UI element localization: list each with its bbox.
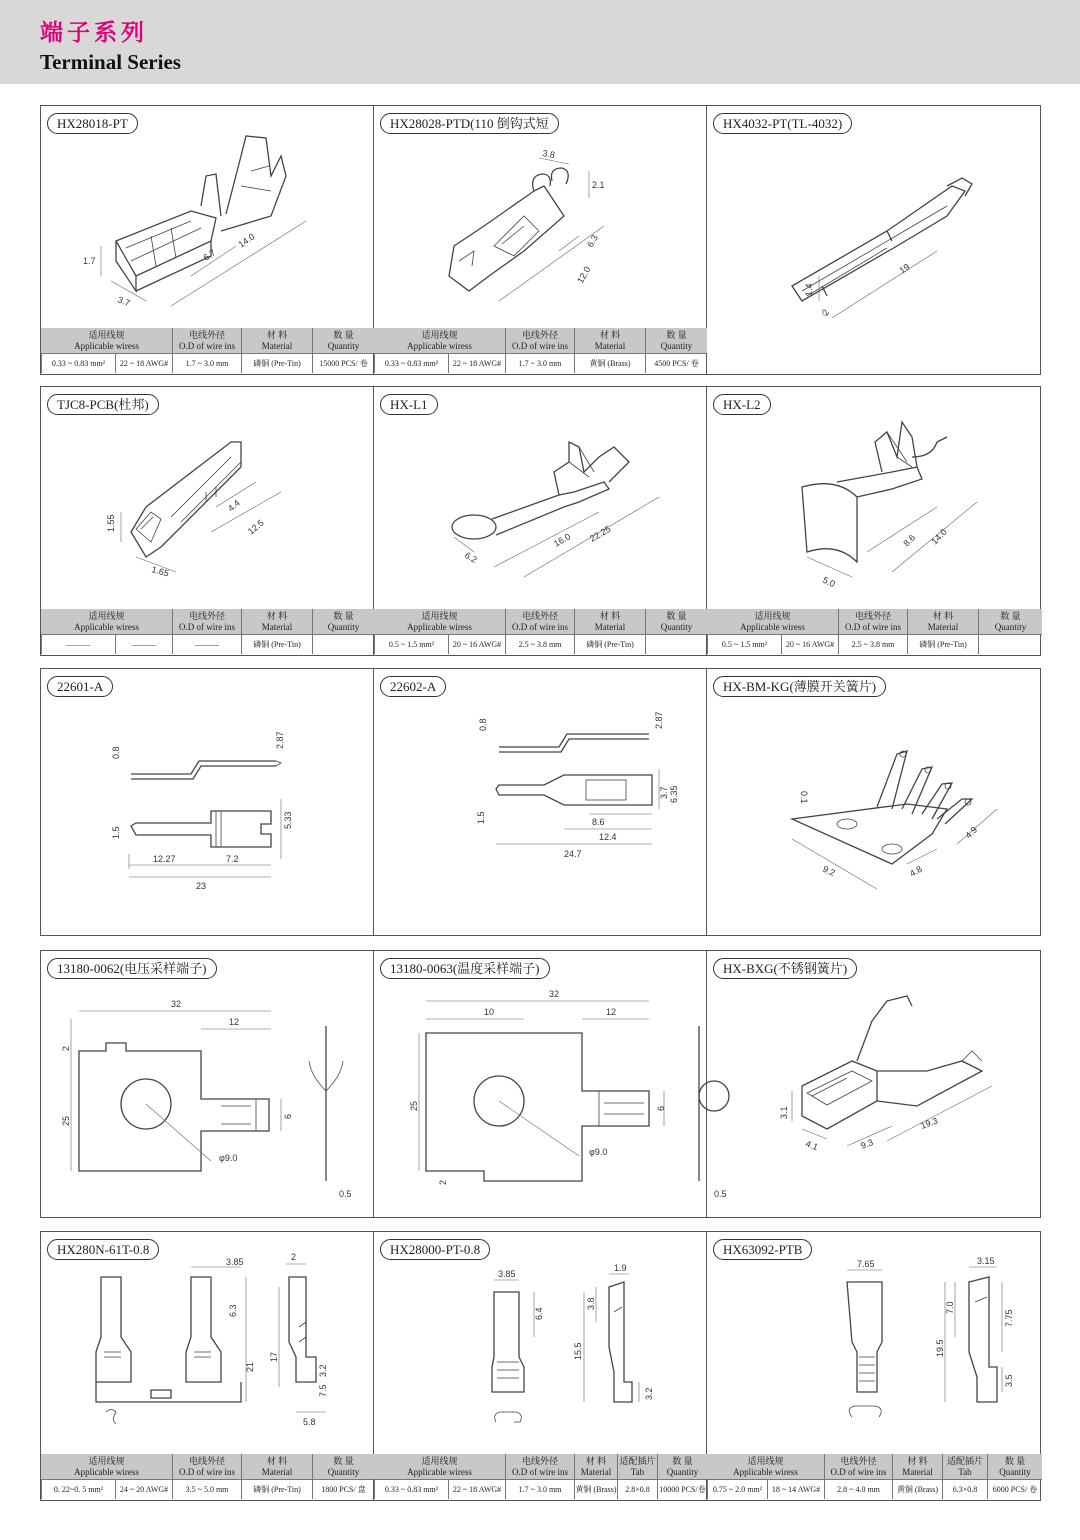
dim-label: 7.75 [1004,1309,1014,1327]
title-english: Terminal Series [40,50,181,74]
dim-label: 6 [283,1113,293,1119]
dim-label: 16.0 [552,531,573,549]
dim-label: 3.85 [498,1269,516,1279]
product-name: 22601-A [47,676,113,697]
value-material: 黄铜 (Brass) [574,354,645,373]
dim-label: 14.0 [236,231,257,250]
header-od: 电线外径 O.D of wire ins [505,609,574,634]
value-quantity: 10000 PCS/卷 [657,1480,707,1499]
value-tab: 2.8×0.8 [617,1480,657,1499]
header-material: 材 料 Material [574,328,645,353]
header-od: 电线外径 O.D of wire ins [172,609,241,634]
dim-label: 8.6 [901,532,918,549]
value-quantity [978,635,1042,654]
value-material: 磷铜 (Pre-Tin) [574,635,645,654]
product-13180-0062 [41,951,374,1217]
dim-label: 1.65 [150,564,171,579]
product-name: HX63092-PTB [713,1239,812,1260]
dim-label: 12 [606,1007,617,1017]
page-header [0,0,1080,84]
dim-label: 3.85 [226,1257,244,1267]
dim-label: 15.5 [573,1342,583,1360]
value-wire-mm: 0.33 ~ 0.83 mm² [374,1480,448,1499]
value-quantity [312,635,374,654]
terminal-drawing [41,136,373,326]
dim-label: 3.1 [779,1106,789,1119]
product-name: 13180-0062(电压采样端子) [47,958,217,979]
dim-label: 3.2 [644,1387,654,1400]
dim-label: 4.4 [225,497,242,514]
dim-label: 0.1 [799,791,809,804]
dim-label: 6.7 [201,247,218,263]
value-quantity [645,635,707,654]
product-name: HX28028-PTD(110 倒钩式短 [380,113,559,134]
dim-label: 32 [549,989,560,999]
dim-label: 19.3 [919,1115,940,1131]
dim-label: 7.65 [857,1259,875,1269]
product-name: HX280N-61T-0.8 [47,1239,159,1260]
header-quantity: 数 量 Quantity [645,328,707,353]
dim-label: 2.87 [654,711,664,729]
dim-label: 25 [61,1115,71,1126]
header-quantity: 数 量 Quantity [645,609,707,634]
spec-table [41,609,373,655]
product-hx63092-ptb [707,1232,1042,1500]
value-quantity: 1800 PCS/ 盘 [312,1480,374,1499]
value-od: 2.5 ~ 3.8 mm [505,635,574,654]
dim-label: 6.3 [228,1304,238,1317]
dim-label: 3.8 [541,148,556,161]
dim-label: 21 [245,1361,255,1372]
value-wire-mm: ——— [41,635,115,654]
header-od: 电线外径 O.D of wire ins [172,1454,241,1479]
terminal-drawing [707,699,1039,931]
dim-label: 3.5 [1004,1374,1014,1387]
value-awg: 22 ~ 18 AWG# [448,354,505,373]
header-od: 电线外径 O.D of wire ins [824,1454,892,1479]
value-quantity: 6000 PCS/ 卷 [987,1480,1042,1499]
dim-label: φ9.0 [589,1147,608,1157]
product-hx-l2 [707,387,1042,655]
header-material: 材 料 Material [892,1454,942,1479]
value-tab: 6.3×0.8 [942,1480,987,1499]
header-od: 电线外径 O.D of wire ins [172,328,241,353]
value-od: 2.5 ~ 3.8 mm [838,635,907,654]
dim-label: 7.5 [318,1384,328,1397]
dim-label: 6.4 [534,1307,544,1320]
spec-table [707,609,1042,655]
dim-label: 8.6 [592,817,605,827]
header-material: 材 料 Material [241,1454,312,1479]
value-material: 磷铜 (Pre-Tin) [241,354,312,373]
title-chinese: 端子系列 [40,20,148,46]
row-1 [40,105,1041,375]
dim-label: 12 [229,1017,240,1027]
value-od: ——— [172,635,241,654]
dim-label: 17 [269,1351,279,1362]
product-hx280n-61t [41,1232,374,1500]
value-od: 1.7 ~ 3.0 mm [505,354,574,373]
header-quantity: 数 量 Quantity [978,609,1042,634]
row-4 [40,950,1041,1218]
dim-label: 0.5 [339,1189,352,1199]
product-hx28028-ptd [374,106,707,374]
value-wire-mm: 0.5 ~ 1.5 mm² [707,635,781,654]
dim-label: 2 [291,1252,297,1262]
value-wire-mm: 0.33 ~ 0.83 mm² [374,354,448,373]
spec-table [707,1454,1042,1500]
value-awg: ——— [115,635,172,654]
dim-label: 5.0 [821,574,837,590]
dim-label: 1.5 [111,826,121,839]
header-material: 材 料 Material [241,328,312,353]
row-2 [40,386,1041,656]
header-wire: 适用线规 Applicable wiress [374,609,505,634]
spec-table [374,609,706,655]
dim-label: 14.0 [929,526,949,547]
product-name: HX28000-PT-0.8 [380,1239,490,1260]
header-wire: 适用线规 Applicable wiress [41,328,172,353]
dim-label: φ9.0 [219,1153,238,1163]
product-hx-l1 [374,387,707,655]
header-quantity: 数 量 Quantity [987,1454,1042,1479]
dim-label: 7.2 [226,854,239,864]
value-od: 1.7 ~ 3.0 mm [172,354,241,373]
dim-label: 1.7 [83,256,96,266]
dim-label: 19.5 [935,1339,945,1357]
product-name: HX-BXG(不锈钢簧片) [713,958,857,979]
terminal-drawing [374,417,706,607]
value-wire-mm: 0.33 ~ 0.83 mm² [41,354,115,373]
row-5 [40,1231,1041,1501]
product-hx4032-pt [707,106,1042,374]
spec-table [374,328,706,374]
header-od: 电线外径 O.D of wire ins [505,328,574,353]
spec-table [374,1454,706,1500]
dim-label: 2 [61,1045,71,1051]
value-od: 2.8 ~ 4.0 mm [824,1480,892,1499]
value-material: 黄铜 (Brass) [574,1480,617,1499]
spec-table [41,328,373,374]
value-od: 3.5 ~ 5.0 mm [172,1480,241,1499]
dim-label: 3.7 [116,294,132,309]
product-name: HX-L2 [713,394,771,415]
dim-label: 10 [484,1007,495,1017]
product-hx28000-pt [374,1232,707,1500]
header-quantity: 数 量 Quantity [312,609,374,634]
terminal-drawing [41,699,373,931]
terminal-drawing [707,136,1039,366]
value-awg: 18 ~ 14 AWG# [767,1480,824,1499]
dim-label: 0.5 [714,1189,727,1199]
product-name: 13180-0063(温度采样端子) [380,958,550,979]
header-material: 材 料 Material [907,609,978,634]
dim-label: 12.0 [575,264,593,285]
product-name: 22602-A [380,676,446,697]
dim-label: 6 [656,1105,666,1111]
row-3 [40,668,1041,936]
header-material: 材 料 Material [574,1454,617,1479]
terminal-drawing [374,1262,706,1452]
dim-label: 4.1 [804,1138,820,1153]
value-material: 磷铜 (Pre-Tin) [241,1480,312,1499]
terminal-drawing [374,136,706,326]
dim-label: 32 [171,999,182,1009]
dim-label: 6.35 [669,785,679,803]
terminal-drawing [374,699,706,931]
value-awg: 20 ~ 16 AWG# [781,635,838,654]
dim-label: 1.9 [614,1263,627,1273]
value-quantity: 15000 PCS/ 卷 [312,354,374,373]
header-wire: 适用线规 Applicable wiress [707,1454,824,1479]
dim-label: 12.4 [599,832,617,842]
header-quantity: 数 量 Quantity [312,1454,374,1479]
header-quantity: 数 量 Quantity [657,1454,707,1479]
header-quantity: 数 量 Quantity [312,328,374,353]
spec-table [41,1454,373,1500]
dim-label: 5.33 [283,811,293,829]
header-wire: 适用线规 Applicable wiress [41,609,172,634]
dim-label: 12.5 [245,517,266,537]
header-wire: 适用线规 Applicable wiress [374,1454,505,1479]
header-od: 电线外径 O.D of wire ins [838,609,907,634]
dim-label: 25 [409,1100,419,1111]
value-wire-mm: 0.5 ~ 1.5 mm² [374,635,448,654]
dim-label: 24.7 [564,849,582,859]
dim-label: 0.8 [111,746,121,759]
header-wire: 适用线规 Applicable wiress [41,1454,172,1479]
dim-label: 3.15 [977,1256,995,1266]
dim-label: 3.2 [318,1364,328,1377]
dim-label: 1.55 [106,514,116,532]
terminal-drawing [41,417,373,607]
dim-label: 23 [196,881,207,891]
dim-label: 7.0 [945,1301,955,1314]
product-name: HX28018-PT [47,113,138,134]
product-name: HX-L1 [380,394,438,415]
terminal-drawing [41,981,373,1213]
dim-label: 1.5 [476,811,486,824]
product-name: HX4032-PT(TL-4032) [713,113,852,134]
dim-label: 6.2 [463,550,479,565]
value-material: 磷铜 (Pre-Tin) [241,635,312,654]
dim-label: 2.1 [592,180,605,190]
value-awg: 24 ~ 20 AWG# [115,1480,172,1499]
header-tab: 适配插片 Tab [617,1454,657,1479]
product-hx-bxg [707,951,1042,1217]
dim-label: 9.2 [821,863,837,879]
product-hx-bm-kg [707,669,1042,935]
header-od: 电线外径 O.D of wire ins [505,1454,574,1479]
value-material: 黄铜 (Brass) [892,1480,942,1499]
value-awg: 20 ~ 16 AWG# [448,635,505,654]
value-wire-mm: 0. 22~0. 5 mm² [41,1480,115,1499]
header-wire: 适用线规 Applicable wiress [707,609,838,634]
header-tab: 适配插片 Tab [942,1454,987,1479]
dim-label: 12.27 [153,854,176,864]
value-awg: 22 ~ 18 AWG# [115,354,172,373]
dim-label: 2 [820,307,832,317]
terminal-drawing [707,981,1039,1213]
product-name: HX-BM-KG(薄膜开关簧片) [713,676,886,697]
value-od: 1.7 ~ 3.0 mm [505,1480,574,1499]
dim-label: 1.4 [804,283,814,296]
terminal-drawing [707,417,1039,607]
header-material: 材 料 Material [574,609,645,634]
dim-label: 19 [897,261,912,276]
dim-label: 3.7 [659,786,669,799]
terminal-drawing [41,1252,373,1452]
product-22601-a [41,669,374,935]
value-awg: 22 ~ 18 AWG# [448,1480,505,1499]
terminal-drawing [374,981,727,1213]
header-wire: 适用线规 Applicable wiress [374,328,505,353]
dim-label: 6.3 [585,233,600,249]
product-name: TJC8-PCB(杜邦) [47,394,159,415]
dim-label: 22.25 [588,523,613,544]
dim-label: 4.8 [908,863,924,879]
dim-label: 4.9 [963,824,980,841]
header-material: 材 料 Material [241,609,312,634]
dim-label: 0.8 [478,718,488,731]
dim-label: 9.3 [859,1137,875,1151]
dim-label: 2 [438,1179,448,1185]
product-tjc8-pcb [41,387,374,655]
dim-label: 2.87 [275,731,285,749]
dim-label: 5.8 [303,1417,316,1427]
product-22602-a [374,669,707,935]
value-quantity: 4500 PCS/ 卷 [645,354,707,373]
terminal-drawing [707,1256,1039,1452]
value-material: 磷铜 (Pre-Tin) [907,635,978,654]
dim-label: 3.8 [586,1297,596,1310]
value-wire-mm: 0.75 ~ 2.0 mm² [707,1480,767,1499]
product-13180-0063 [374,951,727,1217]
product-hx28018-pt [41,106,374,374]
